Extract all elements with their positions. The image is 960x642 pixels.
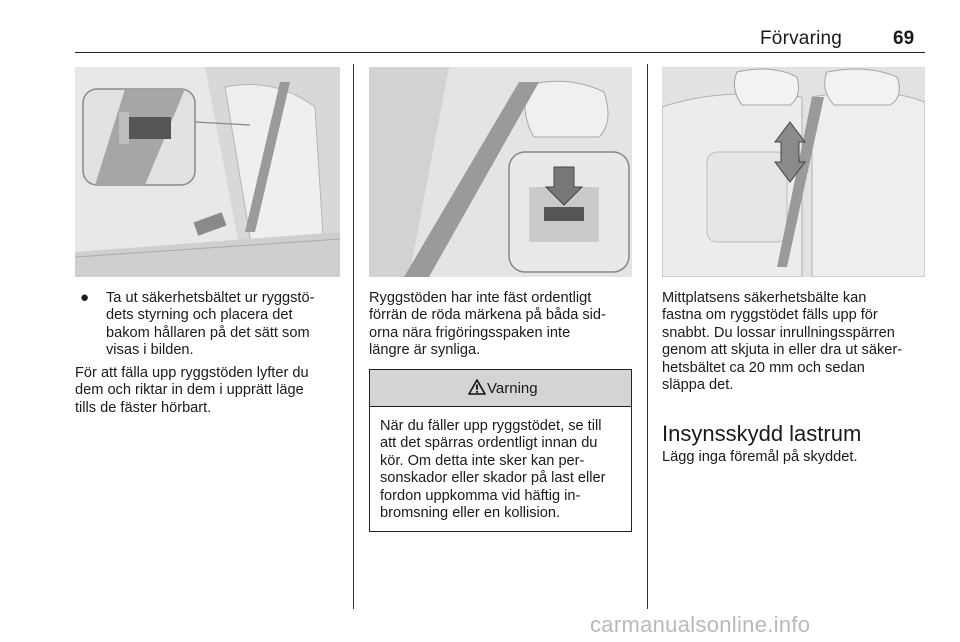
warning-header <box>370 370 631 407</box>
warning-text-line: När du fäller upp ryggstödet, se till <box>380 418 602 434</box>
paragraph-line: För att fälla upp ryggstöden lyfter du <box>75 365 309 381</box>
warning-text-line: bromsning eller en kollision. <box>380 505 561 521</box>
bullet-marker: ● <box>80 289 90 306</box>
paragraph-line: hetsbältet ca 20 mm och sedan <box>662 359 865 376</box>
bullet-text-line: Ta ut säkerhetsbältet ur ryggstö- <box>106 290 315 306</box>
illustration-belt-holder <box>75 67 340 277</box>
paragraph-line: Lägg inga föremål på skyddet. <box>662 449 858 465</box>
warning-text-line: sonskador eller skador på last eller <box>380 470 606 487</box>
paragraph-line: Mittplatsens säkerhetsbälte kan <box>662 290 867 306</box>
paragraph-line: genom att skjuta in eller dra ut säker- <box>662 342 903 359</box>
paragraph-line: tills de fäster hörbart. <box>75 399 212 416</box>
paragraph-line: fastna om ryggstödet fälls upp för <box>662 307 878 324</box>
page-number: 69 <box>893 28 915 49</box>
bullet-text-line: bakom hållaren på det sätt som <box>106 324 310 341</box>
paragraph-line: längre är synliga. <box>369 342 481 359</box>
illustration-center-belt <box>662 67 925 277</box>
paragraph-line: förrän de röda märkena på båda sid- <box>369 307 606 324</box>
warning-text-line: att det spärras ordentligt innan du <box>380 435 598 452</box>
warning-box <box>369 369 632 532</box>
paragraph-line: dem och riktar in dem i upprätt läge <box>75 382 304 399</box>
paragraph-line: Ryggstöden har inte fäst ordentligt <box>369 290 592 306</box>
page-title: Förvaring <box>760 28 843 49</box>
warning-text-line: fordon uppkomma vid häftig in- <box>380 487 581 504</box>
paragraph-line: släppa det. <box>662 377 734 393</box>
illustration-red-markers <box>369 67 632 277</box>
bullet-text-line: dets styrning och placera det <box>106 307 293 324</box>
section-heading: Insynsskydd lastrum <box>662 421 862 446</box>
paragraph-line: orna nära frigöringsspaken inte <box>369 324 571 341</box>
column-divider <box>647 64 648 609</box>
warning-text-line: kör. Om detta inte sker kan per- <box>380 452 585 469</box>
bullet-text-line: visas i bilden. <box>106 342 194 359</box>
watermark: carmanualsonline.info <box>590 612 811 637</box>
column-divider <box>353 64 354 609</box>
header-rule <box>75 52 925 53</box>
paragraph-line: snabbt. Du lossar inrullningsspärren <box>662 324 895 341</box>
warning-triangle-icon <box>468 379 486 395</box>
warning-title: Varning <box>487 380 538 397</box>
